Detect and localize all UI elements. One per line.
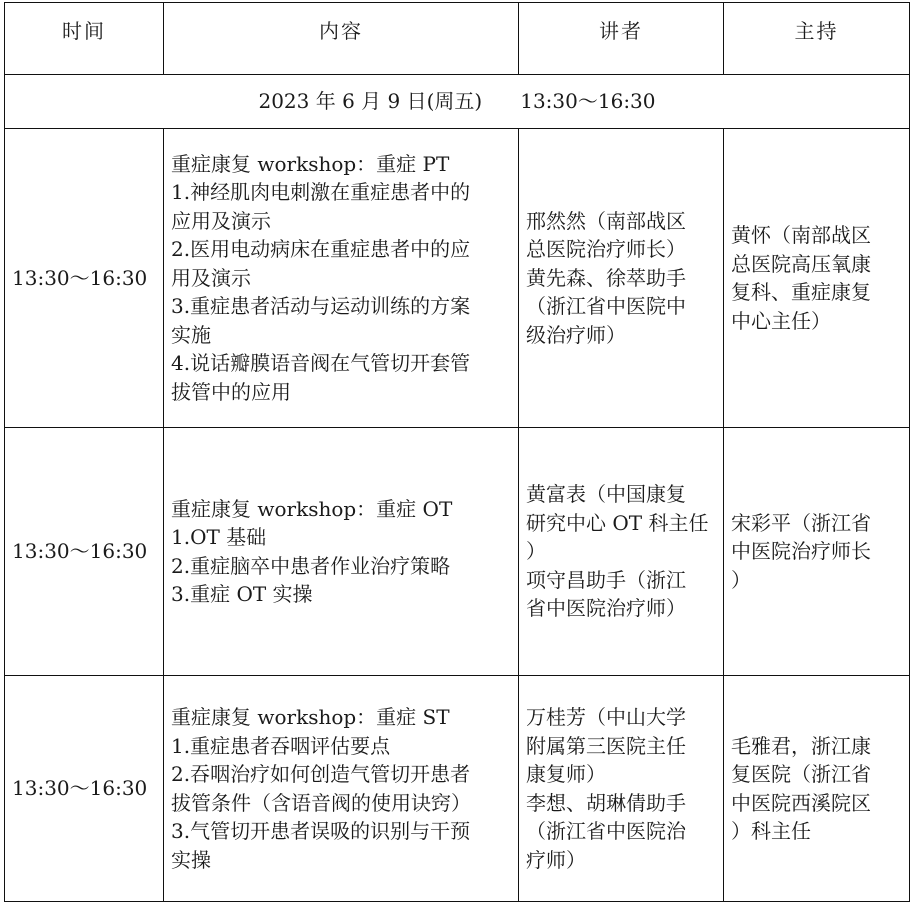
speaker-line: 研究中心 OT 科主任 (526, 510, 709, 535)
speaker-line: 黄先森、徐萃助手 (526, 265, 686, 290)
header-content: 内容 (164, 3, 519, 75)
speaker-line: 项守昌助手（浙江 (526, 567, 686, 592)
content-cell (164, 428, 519, 676)
speaker-line: （浙江省中医院中 (526, 294, 686, 319)
schedule-table (4, 2, 910, 902)
speaker-line: 附属第三医院主任 (526, 733, 686, 758)
content-line: 2.重症脑卒中患者作业治疗策略 (171, 553, 451, 578)
speaker-line: 邢然然（南部战区 (526, 208, 686, 233)
host-cell (724, 676, 910, 902)
content-line: 重症康复 workshop：重症 PT (171, 151, 450, 176)
header-speaker: 讲者 (519, 3, 724, 75)
content-line: 拔管条件（含语音阀的使用诀窍） (171, 790, 471, 815)
host-line: ）科主任 (731, 819, 811, 843)
speaker-line: 康复师） (526, 762, 606, 786)
host-line: 黄怀（南部战区 (731, 223, 871, 247)
time-cell: 13:30～16:30 (5, 129, 164, 428)
host-line: 复医院（浙江省 (731, 762, 871, 786)
table-row (5, 676, 910, 902)
content-line: 1.OT 基础 (171, 525, 267, 549)
host-line: 中心主任） (731, 308, 831, 333)
content-line: 用及演示 (171, 265, 251, 290)
speaker-line: 省中医院治疗师） (526, 596, 686, 621)
speaker-cell (519, 129, 724, 428)
host-cell (724, 428, 910, 676)
table-row (5, 129, 910, 428)
host-line: ） (731, 567, 751, 592)
host-line: 复科、重症康复 (731, 280, 871, 304)
date-row (5, 75, 910, 129)
session-time: 13:30～16:30 (520, 89, 656, 114)
speaker-line: 级治疗师） (526, 322, 626, 347)
host-line: 中医院西溪院区 (731, 790, 871, 815)
content-line: 3.重症患者活动与运动训练的方案 (171, 294, 471, 319)
header-host: 主持 (724, 3, 910, 75)
host-line: 宋彩平（浙江省 (731, 510, 871, 535)
content-line: 重症康复 workshop：重症 OT (171, 496, 453, 521)
speaker-line: 李想、胡琳倩助手 (526, 790, 686, 815)
content-cell (164, 129, 519, 428)
content-line: 1.重症患者吞咽评估要点 (171, 733, 391, 758)
host-line: 总医院高压氧康 (731, 251, 871, 276)
header-time: 时间 (5, 3, 164, 75)
speaker-line: （浙江省中医院治 (526, 819, 686, 843)
content-line: 1.神经肌肉电刺激在重症患者中的 (171, 180, 471, 205)
time-cell: 13:30～16:30 (5, 676, 164, 902)
speaker-line: 总医院治疗师长） (526, 237, 686, 262)
speaker-cell (519, 676, 724, 902)
date-cell (5, 75, 910, 129)
speaker-cell (519, 428, 724, 676)
session-date: 2023 年 6 月 9 日(周五) (258, 89, 483, 114)
content-cell (164, 676, 519, 902)
content-line: 拔管中的应用 (171, 379, 291, 404)
time-cell: 13:30～16:30 (5, 428, 164, 676)
content-line: 2.医用电动病床在重症患者中的应 (171, 237, 471, 262)
speaker-line: 万桂芳（中山大学 (526, 705, 686, 729)
content-line: 重症康复 workshop：重症 ST (171, 705, 450, 729)
content-line: 实操 (171, 847, 211, 872)
host-line: 毛雅君，浙江康 (731, 733, 871, 758)
speaker-line: 疗师） (526, 847, 586, 872)
host-line: 中医院治疗师长 (731, 539, 871, 564)
content-line: 3.气管切开患者误吸的识别与干预 (171, 819, 471, 843)
content-line: 应用及演示 (171, 208, 271, 233)
content-line: 4.说话瓣膜语音阀在气管切开套管 (171, 351, 471, 376)
content-line: 2.吞咽治疗如何创造气管切开患者 (171, 762, 471, 786)
content-line: 实施 (171, 322, 211, 347)
table-row (5, 428, 910, 676)
speaker-line: ） (526, 539, 546, 564)
host-cell (724, 129, 910, 428)
header-row (5, 3, 910, 75)
content-line: 3.重症 OT 实操 (171, 582, 313, 606)
speaker-line: 黄富表（中国康复 (526, 482, 686, 507)
